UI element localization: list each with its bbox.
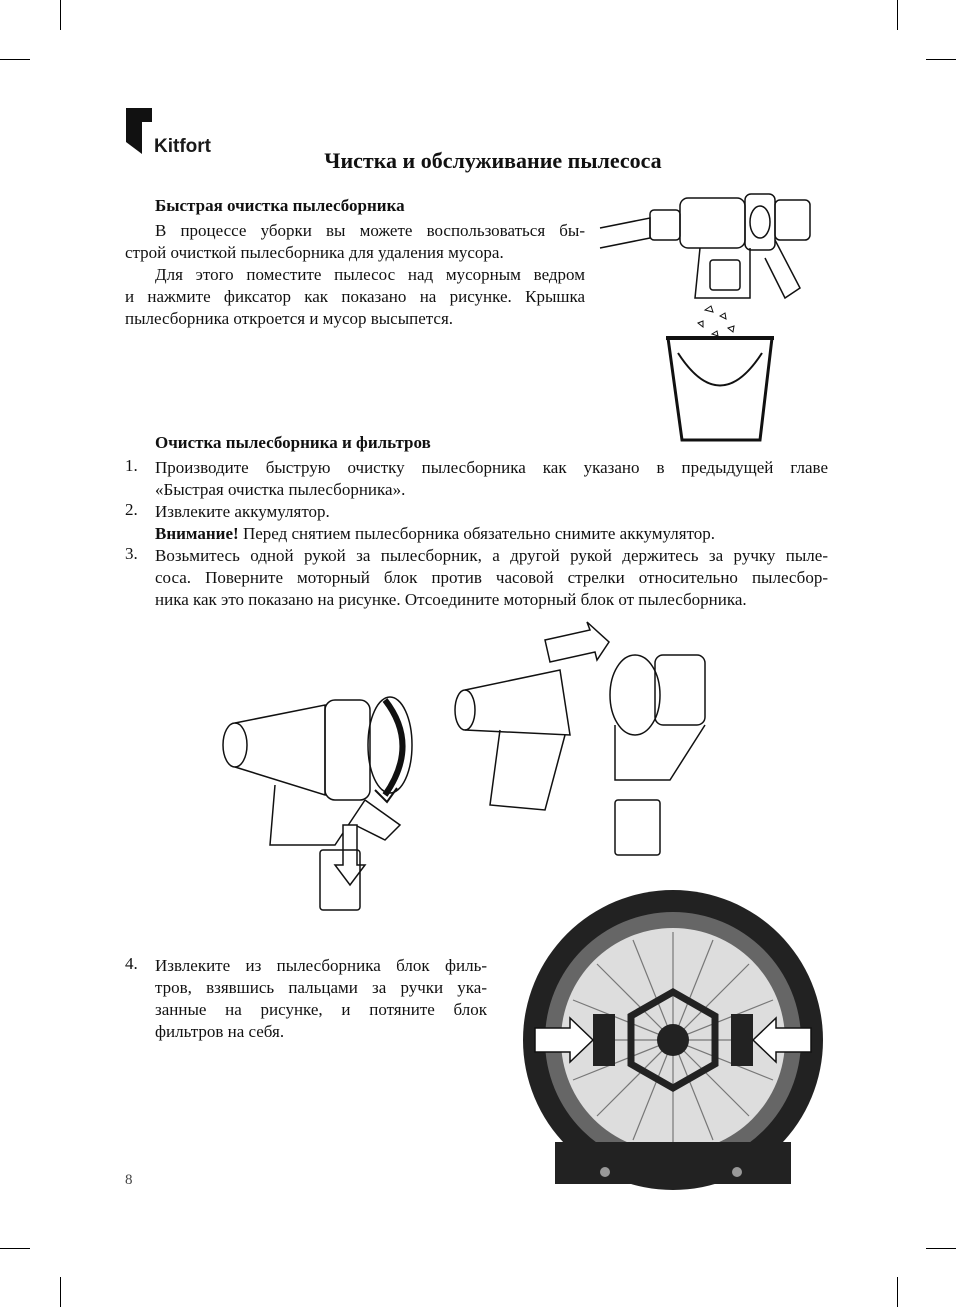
warning-body: Перед снятием пылесборника обязательно снимите аккумулятор. (238, 524, 716, 543)
step-text: занные на рисунке, и потяните блок (155, 1000, 487, 1019)
crop-mark (0, 1248, 30, 1249)
step-text: Извлеките аккумулятор. (155, 502, 330, 521)
step-text: тров, взявшись пальцами за ручки ука- (155, 978, 487, 997)
disassembly-illustration (215, 615, 725, 915)
step-text: Производите быструю очистку пылесборника как указано в предыдущей главе (155, 458, 828, 477)
paragraph-line: и нажмите фиксатор как показано на рисунке. Крышка (125, 287, 585, 306)
crop-mark (897, 0, 898, 30)
step-number: 2. (125, 500, 138, 519)
paragraph-line: Для этого поместите пылесос над мусорным ведром (155, 265, 585, 284)
step-number: 3. (125, 544, 138, 563)
step-text: «Быстрая очистка пылесборника». (155, 480, 406, 499)
page-number: 8 (125, 1172, 133, 1188)
paragraph-line: пылесборника откроется и мусор высыпется. (125, 309, 454, 328)
section-heading: Очистка пылесборника и фильтров (155, 433, 431, 452)
crop-mark (926, 59, 956, 60)
step-number: 4. (125, 954, 138, 973)
vacuum-over-bucket-illustration (600, 188, 830, 448)
step-text: Извлеките из пылесборника блок филь- (155, 956, 487, 975)
step-text: ника как это показано на рисунке. Отсоедините моторный блок от пылесборника. (155, 590, 747, 609)
crop-mark (897, 1277, 898, 1307)
crop-mark (60, 0, 61, 30)
crop-mark (0, 59, 30, 60)
step-text: Возьмитесь одной рукой за пылесборник, а другой рукой держитесь за ручку пыле- (155, 546, 828, 565)
section-heading: Быстрая очистка пылесборника (155, 196, 405, 215)
step-number: 1. (125, 456, 138, 475)
crop-mark (926, 1248, 956, 1249)
crop-mark (60, 1277, 61, 1307)
paragraph-line: строй очисткой пылесборника для удаления мусора. (125, 243, 504, 262)
page-title: Чистка и обслуживание пылесоса (324, 148, 662, 173)
brand-name: Kitfort (154, 136, 211, 157)
paragraph-line: В процессе уборки вы можете воспользоваться бы- (155, 221, 585, 240)
filter-photo-illustration (515, 882, 831, 1184)
warning-label: Внимание! (155, 524, 239, 543)
step-text: фильтров на себя. (155, 1022, 285, 1041)
step-text: соса. Поверните моторный блок против часовой стрелки относительно пылесбор- (155, 568, 828, 587)
